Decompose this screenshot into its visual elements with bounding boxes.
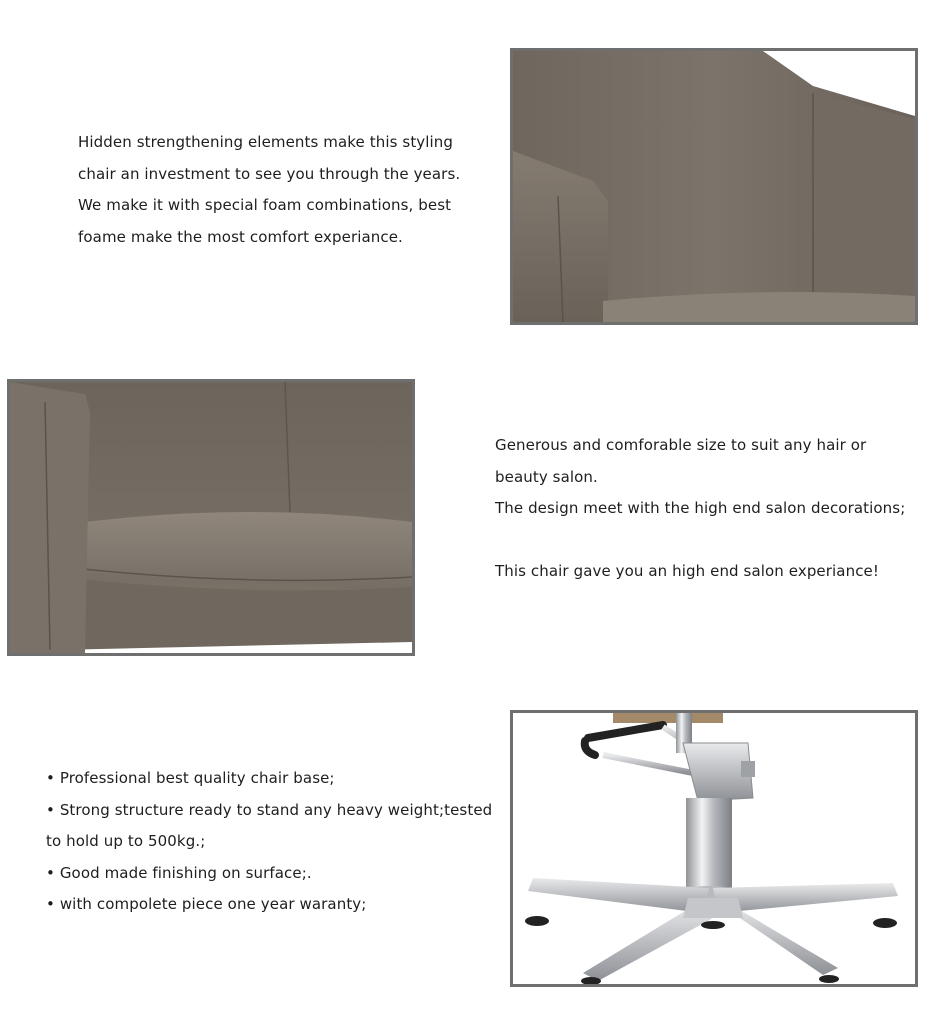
text-line: This chair gave you an high end salon experiance! bbox=[495, 562, 879, 580]
text-line: chair an investment to see you through the years. bbox=[78, 164, 461, 183]
list-item: • Professional best quality chair base; bbox=[46, 769, 335, 787]
text-line: We make it with special foam combinations, best bbox=[78, 196, 452, 214]
text-line: foame make the most comfort experiance. bbox=[78, 227, 403, 246]
list-item: to hold up to 500kg.; bbox=[46, 832, 206, 850]
chair-seat-photo bbox=[7, 379, 415, 656]
list-item: • Good made finishing on surface;. bbox=[46, 863, 312, 882]
list-item: • Strong structure ready to stand any heavy weight;tested bbox=[46, 800, 493, 819]
text-line: The design meet with the high end salon decorations; bbox=[495, 499, 906, 517]
feature-text-size bbox=[495, 430, 905, 588]
text-line: beauty salon. bbox=[495, 467, 598, 486]
list-item: • with compolete piece one year waranty; bbox=[46, 895, 367, 913]
feature-text-strength bbox=[78, 127, 460, 253]
chair-base-photo bbox=[510, 710, 918, 987]
feature-list-base bbox=[46, 763, 492, 921]
chair-back-photo bbox=[510, 48, 918, 325]
text-line: Generous and comforable size to suit any hair or bbox=[495, 436, 867, 454]
text-line: Hidden strengthening elements make this styling bbox=[78, 133, 454, 151]
